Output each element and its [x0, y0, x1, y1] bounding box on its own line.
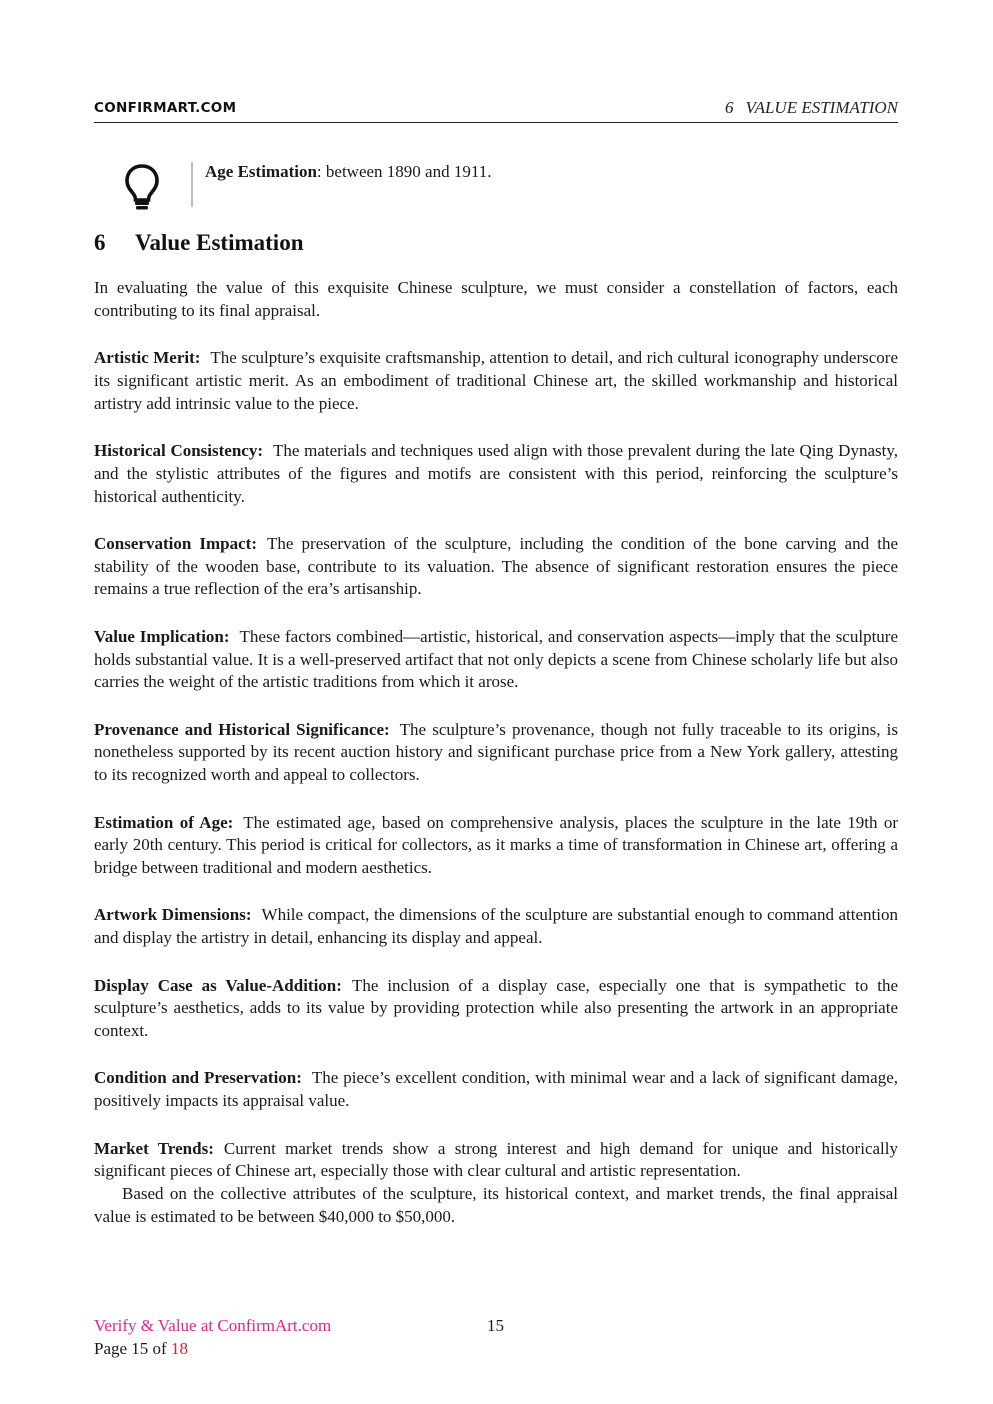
paragraph-text: While compact, the dimensions of the sculpture are substantial enough to command attention and display the artistry in detail, enhancing its display and appeal.: [94, 905, 898, 948]
section-number: 6: [94, 230, 106, 255]
paragraph-condition: [94, 1067, 898, 1113]
paragraph-text: Current market trends show a strong interest and high demand for unique and historically significant pieces of Chinese art, especially those with clear cultural and artistic representation.: [94, 1138, 898, 1181]
page-count: [94, 1339, 188, 1359]
paragraph-estimation-of-age: [94, 812, 898, 880]
page-number: 15: [487, 1316, 504, 1335]
paragraph-term: Artistic Merit:: [94, 348, 201, 368]
lightbulb-icon: [124, 163, 160, 211]
paragraph-text: The estimated age, based on comprehensive analysis, places the sculpture in the late 19th or early 20th century. This period is critical for collectors, as it marks a time of transformation in Chinese art, offering a bridge between traditional and modern aesthetics.: [94, 812, 899, 878]
callout-value: : between 1890 and 1911.: [316, 162, 492, 181]
callout-divider: [191, 162, 193, 207]
site-logo: CONFIRMART.COM: [94, 100, 237, 116]
paragraph-term: Estimation of Age:: [94, 812, 234, 832]
paragraph-term: Conservation Impact:: [94, 533, 257, 553]
age-estimation-callout: [94, 160, 898, 210]
paragraph-display-case: [94, 975, 898, 1043]
page-header: [94, 98, 898, 123]
paragraph-text: The piece’s excellent condition, with minimal wear and a lack of significant damage, positively impacts its appraisal value.: [94, 1068, 898, 1111]
paragraph-text: The sculpture’s exquisite craftsmanship, attention to detail, and rich cultural iconography underscore its significant artistic merit. As an embodiment of traditional Chinese art, the skilled workmanship and historical artistry add intrinsic value to the piece.: [94, 348, 898, 413]
paragraph-term: Artwork Dimensions:: [94, 905, 252, 925]
paragraph-provenance: [94, 719, 898, 787]
paragraph-term: Market Trends:: [94, 1138, 214, 1158]
callout-label: Age Estimation: [205, 162, 317, 181]
paragraph-market-trends: [94, 1138, 898, 1184]
intro-paragraph: In evaluating the value of this exquisite Chinese sculpture, we must consider a constellation of factors, each contributing to its final appraisal.: [94, 278, 898, 320]
paragraph-term: Provenance and Historical Significance:: [94, 719, 390, 739]
page-total-link[interactable]: 18: [170, 1339, 188, 1358]
paragraph-term: Display Case as Value-Addition:: [94, 975, 342, 995]
paragraph-historical-consistency: [94, 440, 898, 508]
running-head-number: 6: [724, 98, 734, 117]
paragraph-artwork-dimensions: [94, 904, 898, 950]
paragraph-term: Historical Consistency:: [94, 440, 264, 460]
paragraph-conservation-impact: [94, 533, 898, 601]
running-head: [725, 98, 898, 118]
paragraph-text: These factors combined—artistic, historical, and conservation aspects—imply that the sculpture holds substantial value. It is a well-preserved artifact that not only depicts a scene from Chinese scholarly life but also carries the weight of the artistic traditions from which it arose.: [94, 626, 899, 692]
section-body: [94, 277, 898, 1229]
confirmart-link[interactable]: Verify & Value at ConfirmArt.com: [94, 1316, 332, 1335]
paragraph-text: The preservation of the sculpture, including the condition of the bone carving and the stability of the wooden base, contribute to its valuation. The absence of significant restoration ensures the piece remains a true reflection of the era’s artisanship.: [94, 533, 898, 599]
paragraph-text: The sculpture’s provenance, though not fully traceable to its origins, is nonetheless supported by its recent auction history and significant purchase price from a New York gallery, attesting to its recognized worth and appeal to collectors.: [94, 719, 898, 785]
paragraph-term: Value Implication:: [94, 626, 230, 646]
section-title: Value Estimation: [135, 230, 304, 255]
paragraph-text: The materials and techniques used align with those prevalent during the late Qing Dynasty, and the stylistic attributes of the figures and motifs are consistent with this period, reinforcing the sculpture’s historical authenticity.: [94, 440, 898, 506]
paragraph-term: Condition and Preservation:: [94, 1068, 302, 1088]
page-count-label: Page 15 of: [94, 1339, 171, 1358]
running-head-title: VALUE ESTIMATION: [745, 98, 898, 117]
section-heading: [94, 230, 303, 256]
paragraph-text: The inclusion of a display case, especially one that is sympathetic to the sculpture’s aesthetics, adds to its value by providing protection while also presenting the artwork in an appropriate context.: [94, 975, 898, 1041]
callout-text: [205, 162, 491, 182]
paragraph-artistic-merit: [94, 347, 898, 415]
paragraph-value-implication: [94, 626, 898, 694]
closing-paragraph: Based on the collective attributes of the sculpture, its historical context, and market trends, the final appraisal value is estimated to be between $40,000 to $50,000.: [94, 1184, 898, 1226]
